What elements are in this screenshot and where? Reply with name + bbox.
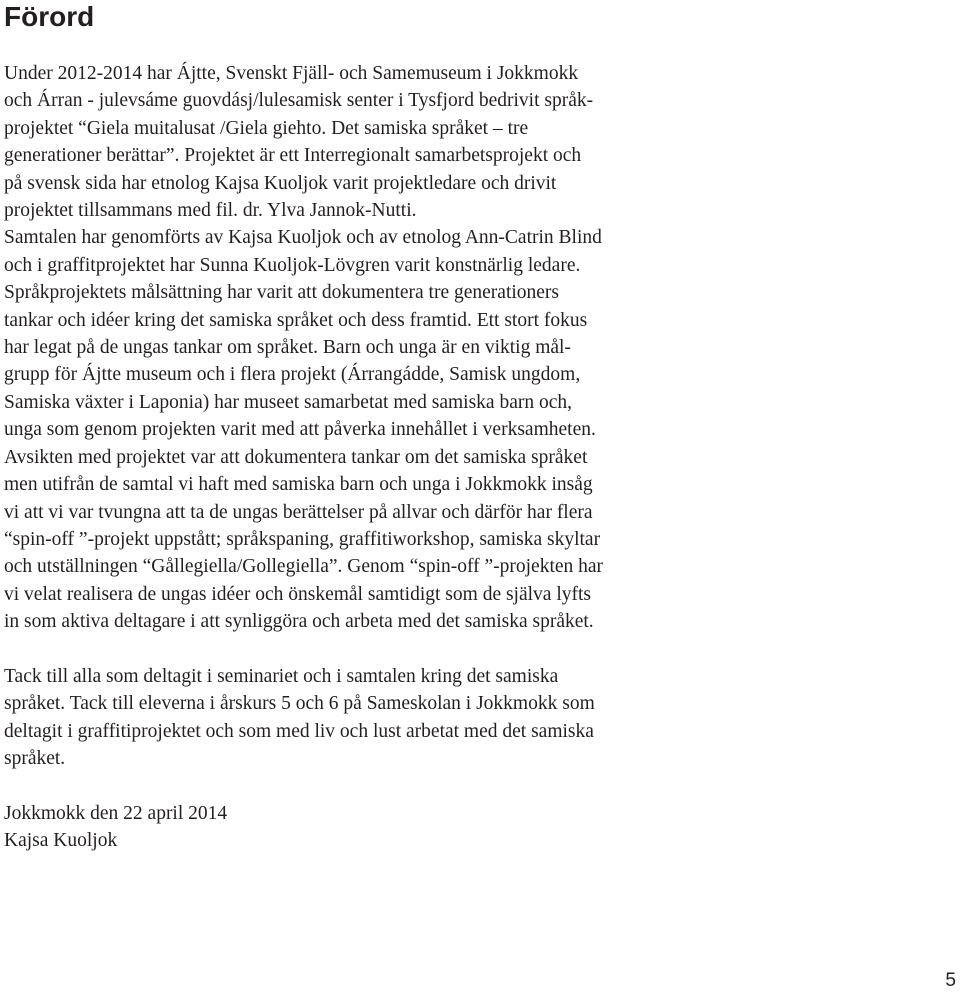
text-line: språket. [4,748,66,770]
paragraph-spacer [4,636,724,663]
page-number: 5 [945,970,956,991]
text-line: generationer berättar”. Projektet är ett Interregionalt samarbetsprojekt och [4,145,582,167]
text-line: projektet “Giela muitalusat /Giela giehto. Det samiska språket – tre [4,117,529,139]
signature-name: Kajsa Kuoljok [4,830,118,852]
text-line: men utifrån de samtal vi haft med samiska barn och unga i Jokkmokk insåg [4,474,593,496]
text-line: Avsikten med projektet var att dokumentera tankar om det samiska språket [4,446,588,468]
text-line: Samiska växter i Laponia) har museet samarbetat med samiska barn och, [4,391,573,413]
text-line: språket. Tack till eleverna i årskurs 5 och 6 på Sameskolan i Jokkmokk som [4,693,595,715]
text-line: grupp för Ájtte museum och i flera projekt (Árrangádde, Samisk ungdom, [4,364,581,386]
text-line: Under 2012-2014 har Ájtte, Svenskt Fjäll- och Samemuseum i Jokkmokk [4,63,579,84]
text-line: tankar och idéer kring det samiska språket och dess framtid. Ett stort fokus [4,309,588,331]
text-line: Samtalen har genomförts av Kajsa Kuoljok och av etnolog Ann-Catrin Blind [4,227,602,249]
signature-date: Jokkmokk den 22 april 2014 [4,802,228,824]
text-line: in som aktiva deltagare i att synliggöra och arbeta med det samiska språket. [4,611,594,633]
paragraph-spacer [4,773,724,800]
text-line: och Árran - julevsáme guovdásj/lulesamisk senter i Tysfjord bedrivit språk- [4,90,594,112]
text-line: och i graffitprojektet har Sunna Kuoljok-Lövgren varit konstnärlig ledare. [4,254,581,276]
text-line: projektet tillsammans med fil. dr. Ylva Jannok-Nutti. [4,200,417,222]
text-line: och utställningen “Gållegiella/Gollegiella”. Genom “spin-off ”-projekten har [4,556,604,578]
text-line: unga som genom projekten varit med att påverka innehållet i verksamheten. [4,419,596,441]
text-line: har legat på de ungas tankar om språket. Barn och unga är en viktig mål- [4,337,571,359]
intro-paragraph [4,60,724,636]
text-line: deltagit i graffitiprojektet och som med liv och lust arbetat med det samiska [4,720,594,742]
text-line: på svensk sida har etnolog Kajsa Kuoljok varit projektledare och drivit [4,172,557,194]
signature-block [4,800,724,855]
body-text [4,60,724,855]
text-line: vi att vi var tvungna att ta de ungas berättelser på allvar och därför har flera [4,501,593,523]
text-line: vi velat realisera de ungas idéer och önskemål samtidigt som de själva lyfts [4,583,591,605]
text-line: Språkprojektets målsättning har varit att dokumentera tre generationers [4,282,560,304]
text-line: Tack till alla som deltagit i seminariet och i samtalen kring det samiska [4,665,559,687]
thanks-paragraph [4,663,724,773]
text-line: “spin-off ”-projekt uppstått; språkspaning, graffitiworkshop, samiska skyltar [4,528,601,550]
page-title: Förord [4,1,95,32]
